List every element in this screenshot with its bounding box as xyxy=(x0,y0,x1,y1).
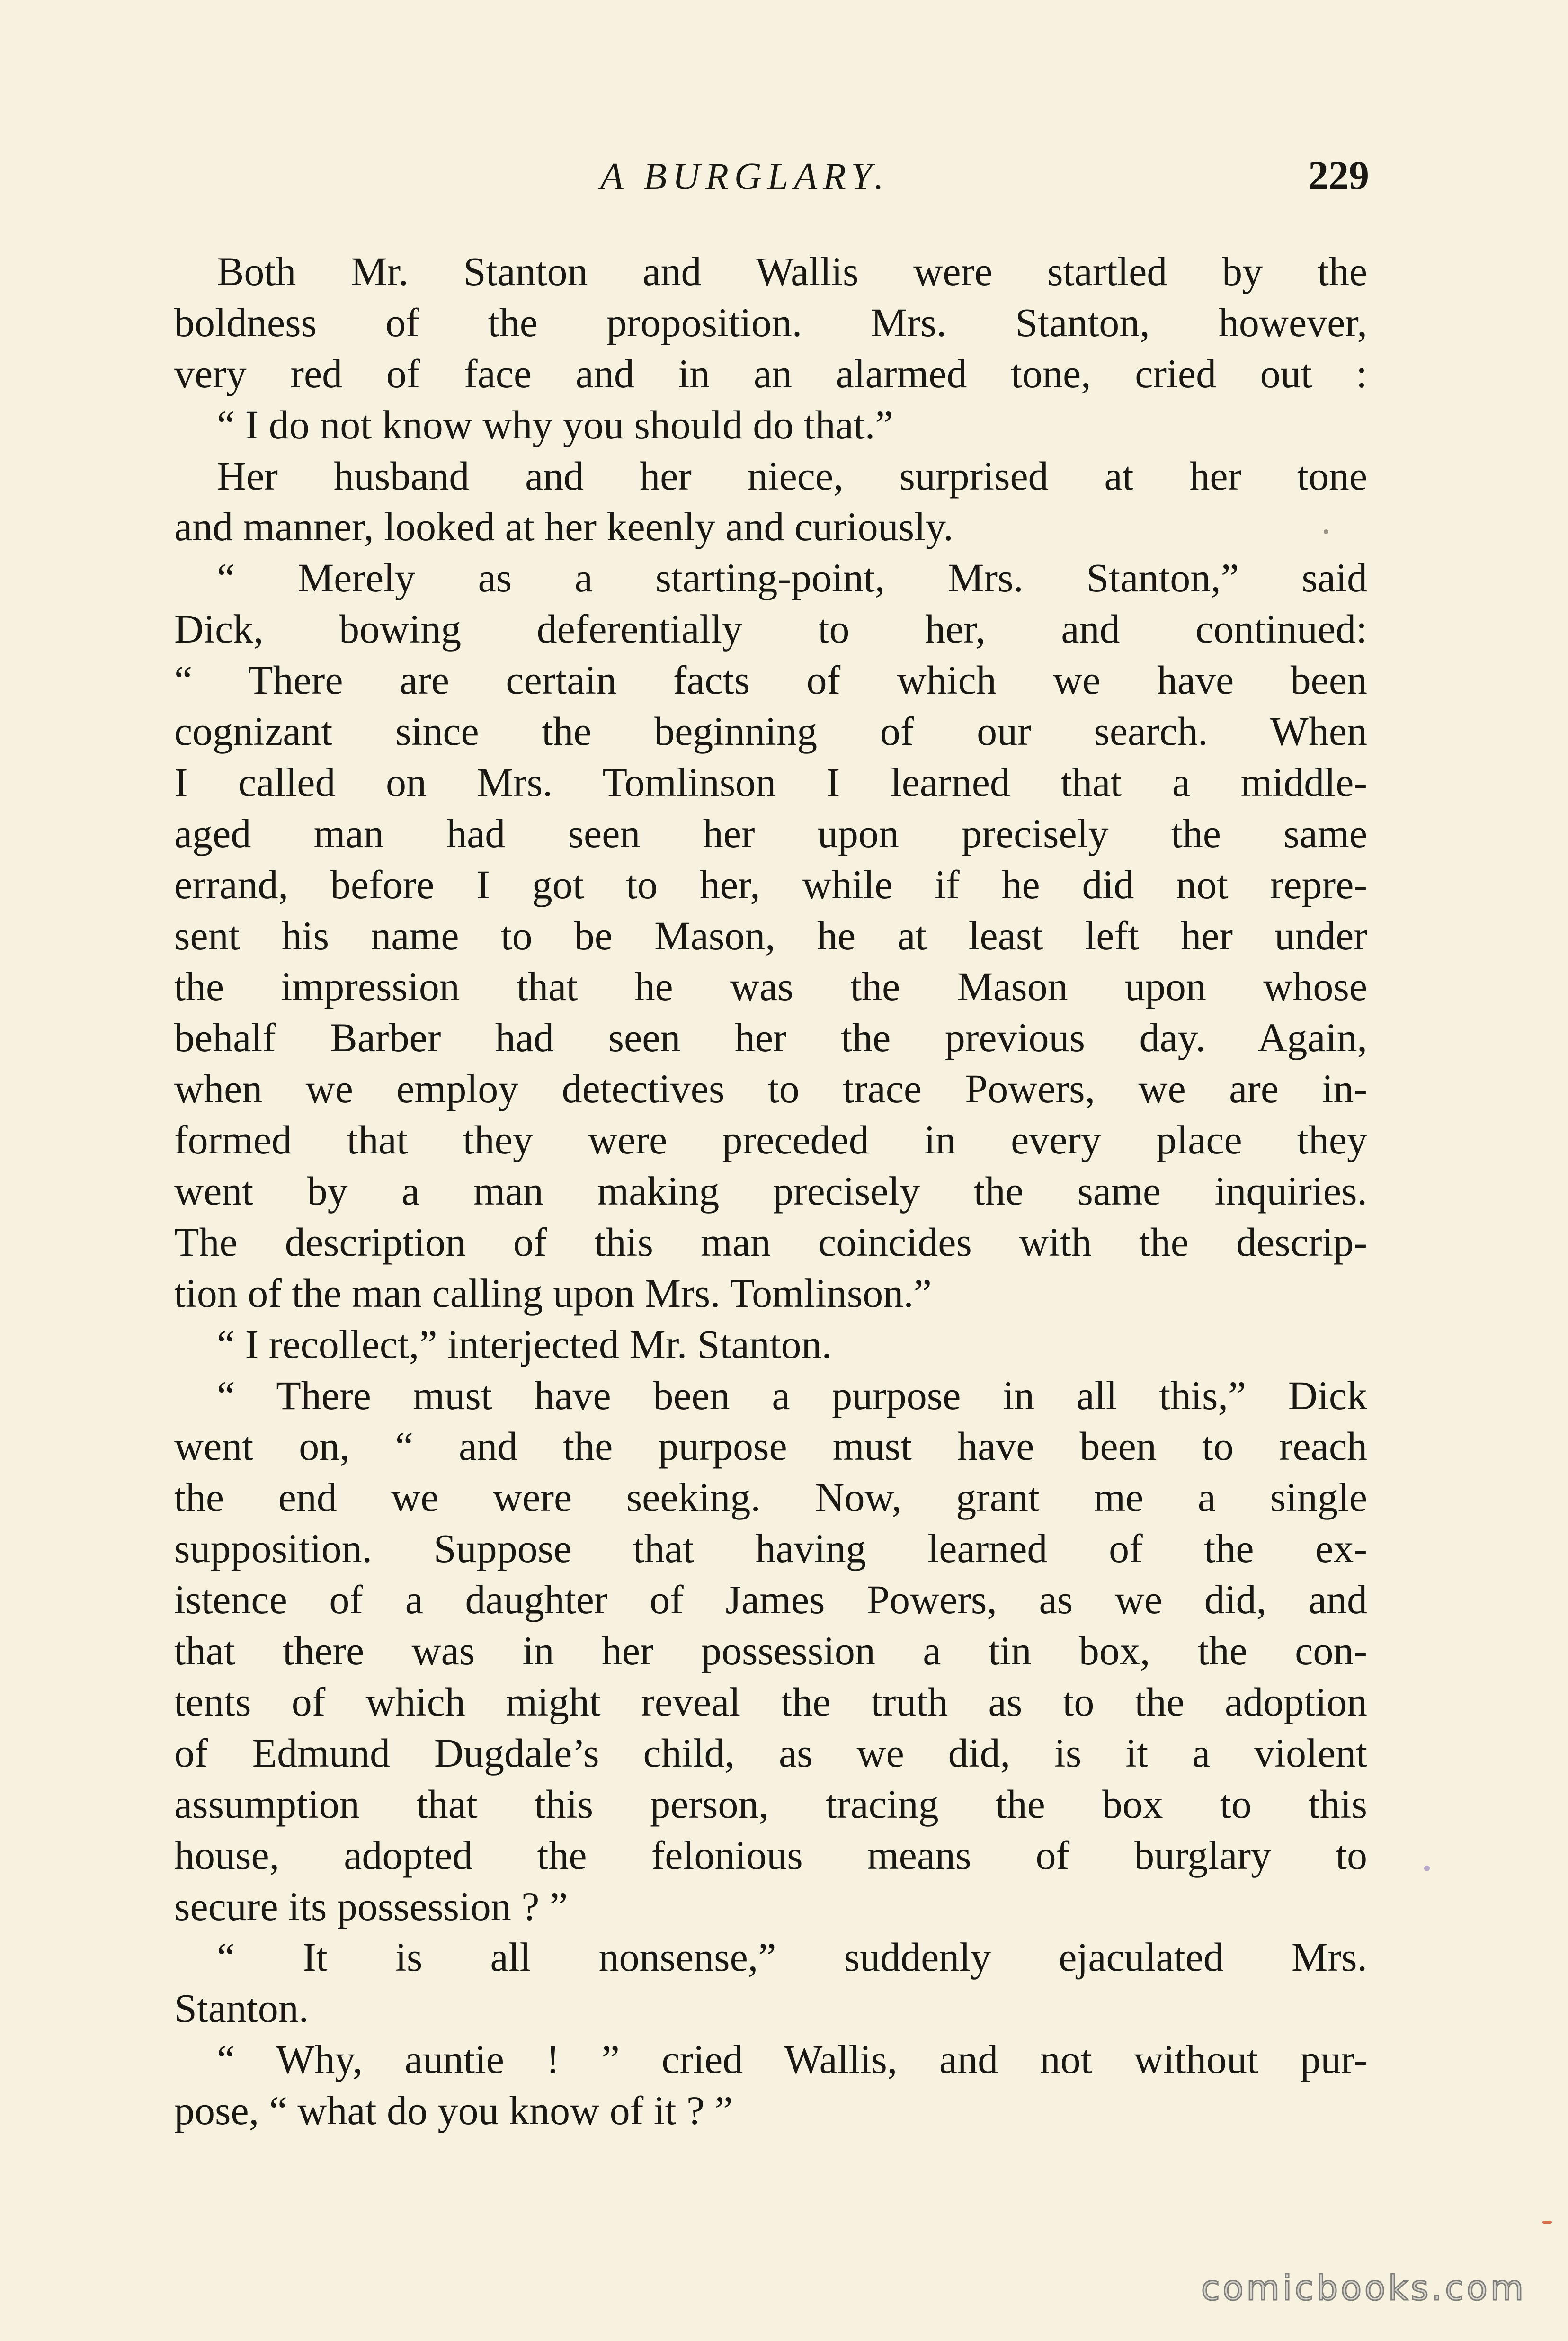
text-line: “ Why, auntie ! ” cried Wallis, and not without pur- xyxy=(217,2037,1367,2082)
text-line: the impression that he was the Mason upon whose xyxy=(174,964,1367,1010)
text-line: Dick, bowing deferentially to her, and continued: xyxy=(174,606,1367,652)
text-line: istence of a daughter of James Powers, as we did, and xyxy=(174,1577,1367,1623)
text-line: the end we were seeking. Now, grant me a single xyxy=(174,1474,1367,1520)
text-line: supposition. Suppose that having learned of the ex- xyxy=(174,1526,1367,1572)
watermark: comicbooks.com xyxy=(1201,2268,1526,2308)
text-line: I called on Mrs. Tomlinson I learned that a middle- xyxy=(174,759,1367,805)
text-line: went on, “ and the purpose must have been to reach xyxy=(174,1423,1367,1469)
paper-speck xyxy=(1324,529,1328,534)
text-line: Her husband and her niece, surprised at her tone xyxy=(217,453,1367,499)
text-line: errand, before I got to her, while if he did not repre- xyxy=(174,861,1367,907)
text-line: The description of this man coincides with the descrip- xyxy=(174,1219,1367,1265)
text-line: secure its possession ? ” xyxy=(174,1883,568,1929)
text-line: very red of face and in an alarmed tone, cried out : xyxy=(174,350,1367,396)
text-line: “ There must have been a purpose in all this,” Dick xyxy=(217,1372,1367,1418)
text-line: went by a man making precisely the same inquiries. xyxy=(174,1168,1367,1214)
text-line: tents of which might reveal the truth as to the adoption xyxy=(174,1679,1367,1724)
text-line: pose, “ what do you know of it ? ” xyxy=(174,2088,733,2134)
body-text xyxy=(174,246,1367,2136)
text-line: Both Mr. Stanton and Wallis were startled by the xyxy=(217,249,1367,294)
text-line: “ Merely as a starting-point, Mrs. Stanton,” said xyxy=(217,555,1367,601)
text-line: of Edmund Dugdale’s child, as we did, is it a violent xyxy=(174,1730,1367,1776)
text-line: “ There are certain facts of which we have been xyxy=(174,657,1367,703)
running-title: A BURGLARY. xyxy=(600,156,890,197)
paper-speck xyxy=(1424,1866,1430,1871)
text-line: “ I do not know why you should do that.” xyxy=(217,402,893,447)
text-line: when we employ detectives to trace Powers, we are in- xyxy=(174,1066,1367,1112)
text-line: “ It is all nonsense,” suddenly ejaculated Mrs. xyxy=(217,1934,1367,1980)
page-header xyxy=(0,142,1568,208)
text-line: Stanton. xyxy=(174,1985,309,2031)
text-line: aged man had seen her upon precisely the same xyxy=(174,810,1367,856)
text-line: behalf Barber had seen her the previous day. Again, xyxy=(174,1015,1367,1061)
text-line: and manner, looked at her keenly and curiously. xyxy=(174,504,953,550)
text-line: formed that they were preceded in every place they xyxy=(174,1117,1367,1163)
text-line: house, adopted the felonious means of burglary to xyxy=(174,1832,1367,1878)
page-number: 229 xyxy=(1308,152,1369,198)
text-line: tion of the man calling upon Mrs. Tomlinson.” xyxy=(174,1270,932,1316)
text-line: that there was in her possession a tin box, the con- xyxy=(174,1628,1367,1674)
text-line: assumption that this person, tracing the box to this xyxy=(174,1781,1367,1827)
text-line: sent his name to be Mason, he at least left her under xyxy=(174,912,1367,958)
text-line: boldness of the proposition. Mrs. Stanton, however, xyxy=(174,299,1367,345)
text-line: “ I recollect,” interjected Mr. Stanton. xyxy=(217,1321,832,1367)
paper-speck xyxy=(1542,2221,1552,2224)
text-line: cognizant since the beginning of our search. When xyxy=(174,708,1367,754)
